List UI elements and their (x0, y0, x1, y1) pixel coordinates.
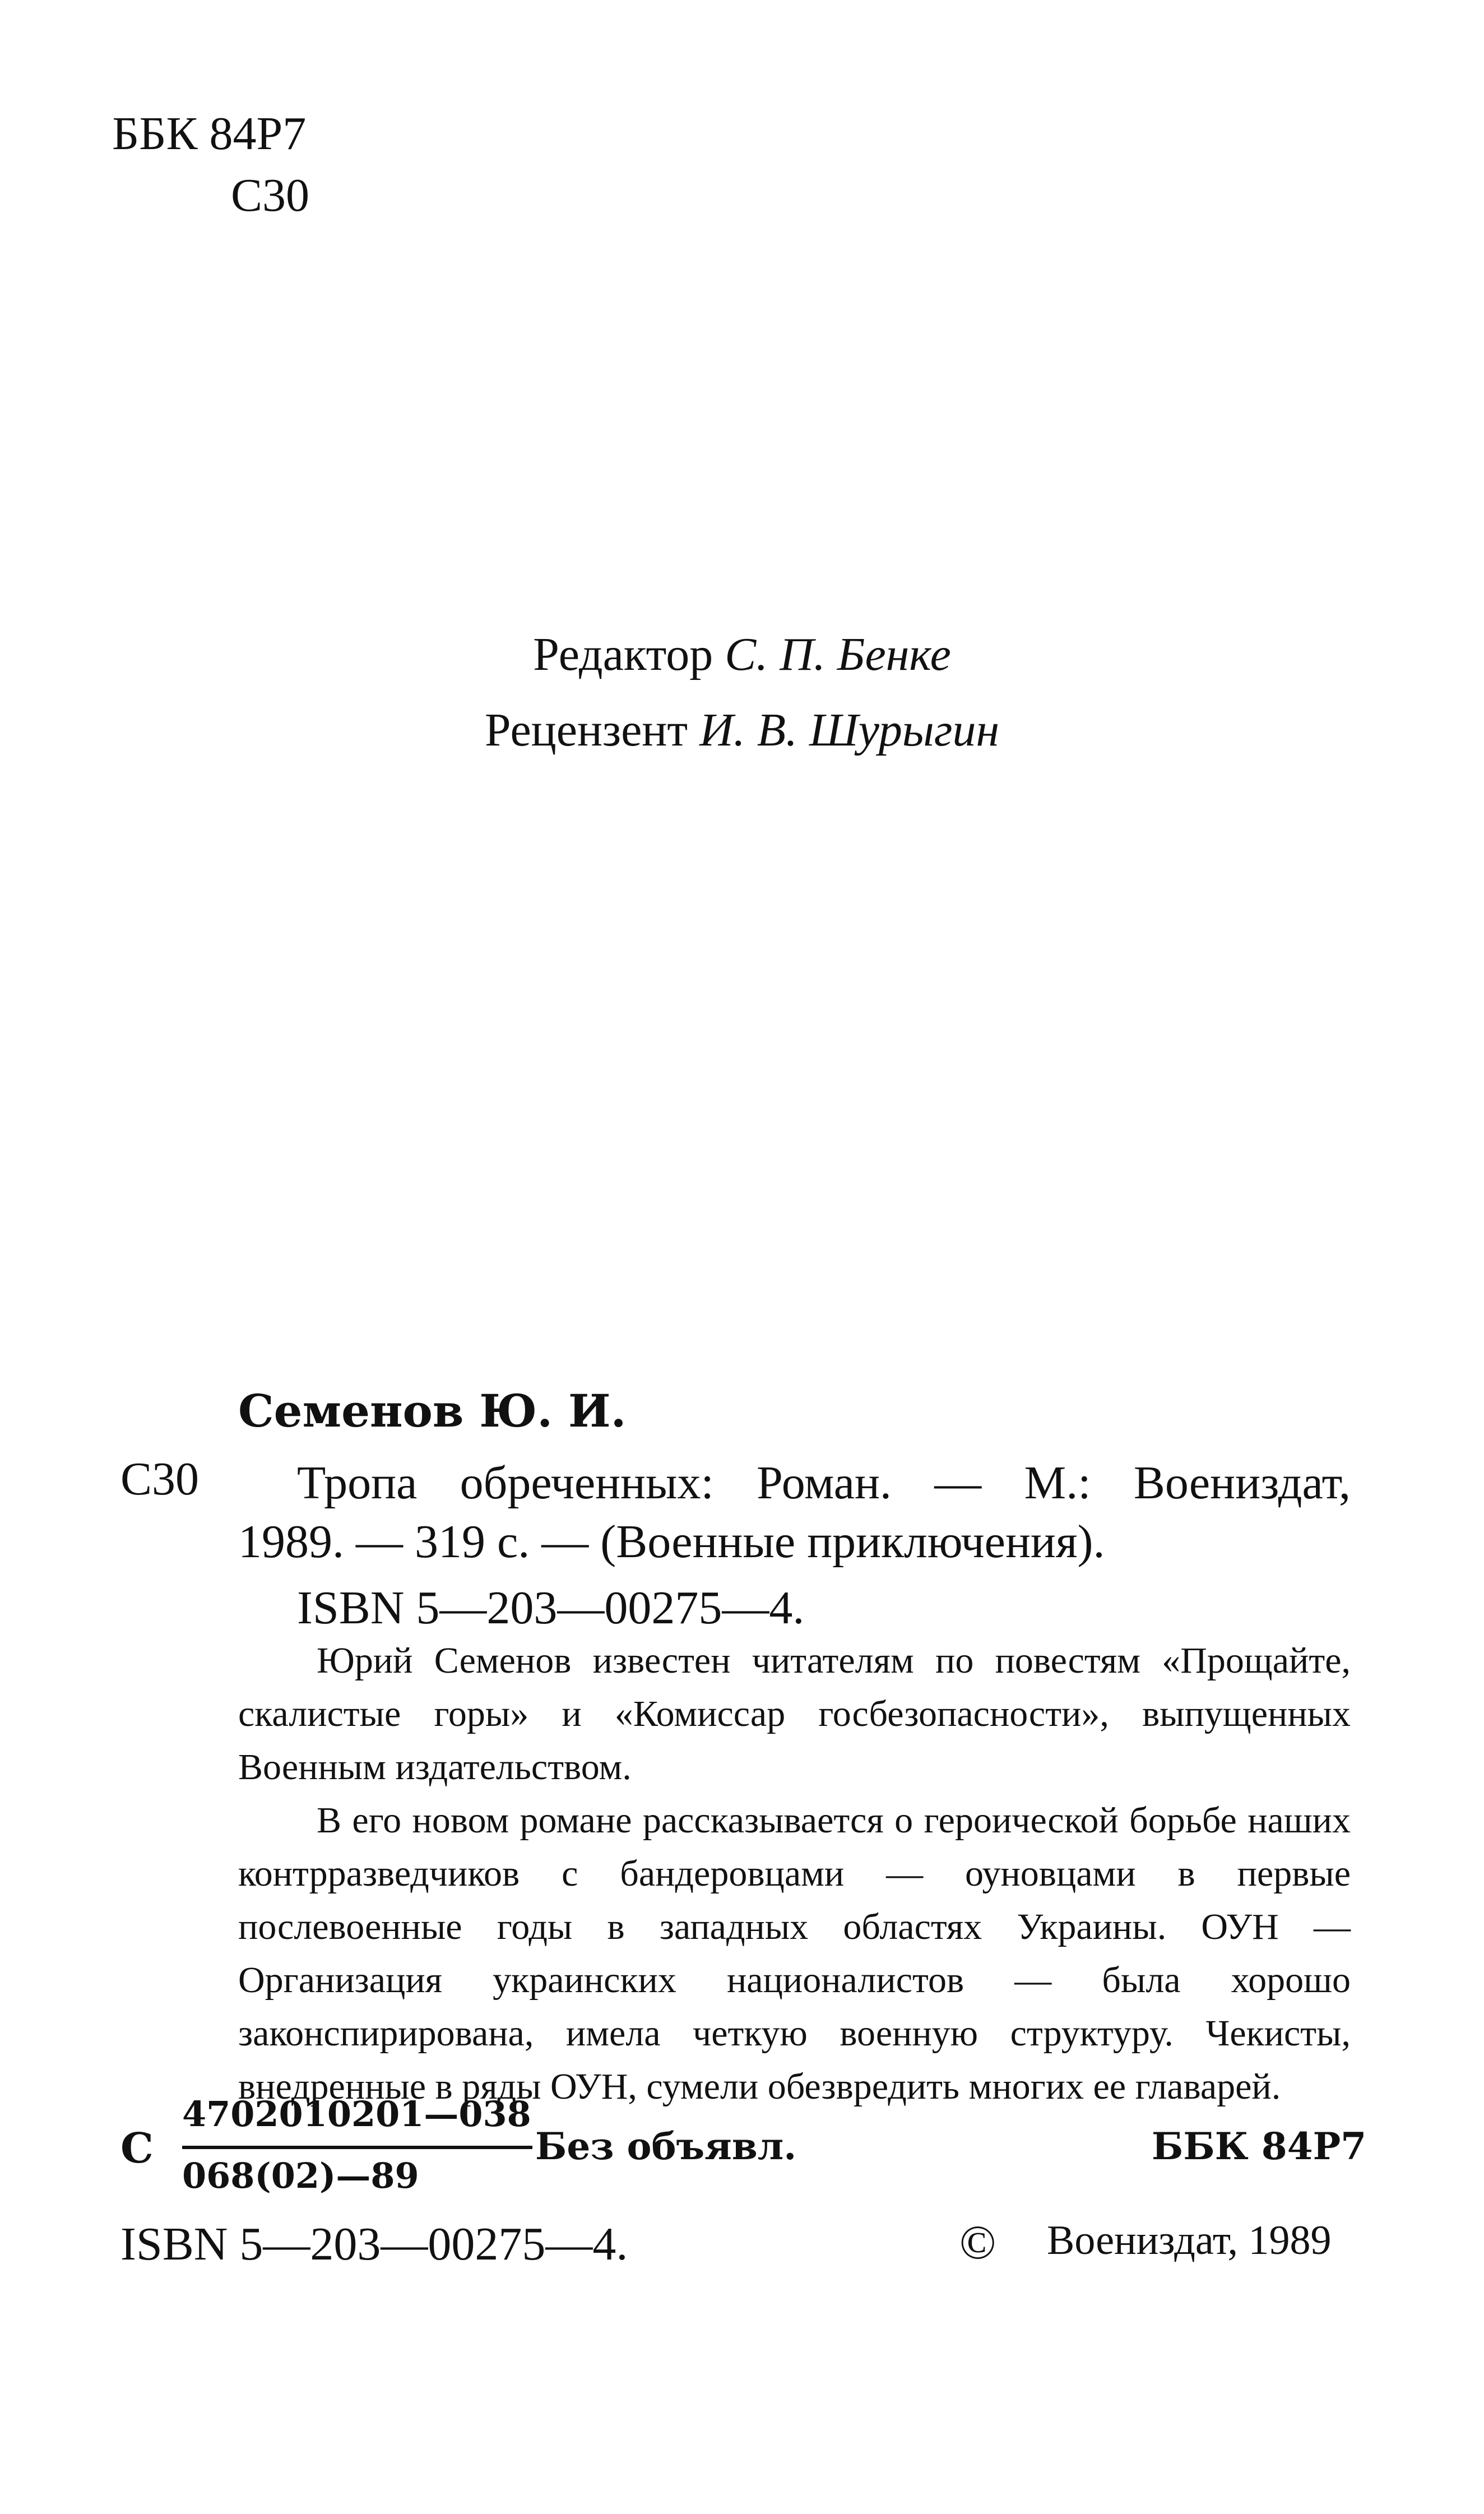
annotation-paragraph-2: В его новом романе рассказывается о героической борьбе наших контрразведчиков с бандеровцами — оуновцами в первые послевоенные годы в западных областях Украины. ОУН — Организация украинских националистов — была хорошо законспирирована, имела четкую военную структуру. Чекисты, внедренные в ряды ОУН, сумели обезвредить многих ее главарей. (238, 1800, 1351, 2107)
annotation-paragraph-1: Юрий Семенов известен читателям по повестям «Прощайте, скалистые горы» и «Комиссар госбезопасности», выпущенных Военным издательством. (238, 1640, 1351, 1788)
isbn-bottom: ISBN 5—203—00275—4. (120, 2218, 628, 2270)
index-numerator: 4702010201—038 (182, 2094, 531, 2135)
annotation (238, 1634, 1351, 2113)
catalog-author: Семенов Ю. И. (238, 1385, 627, 1437)
catalog-isbn: ISBN 5—203—00275—4. (297, 1582, 805, 1634)
index-letter: С (120, 2124, 154, 2173)
reviewer-role: Рецензент (484, 704, 688, 756)
bbk-code-top: ББК 84Р7 (112, 108, 307, 160)
index-denominator: 068(02)—89 (182, 2155, 419, 2196)
editor-name: С. П. Бенке (725, 628, 951, 680)
no-ad-label: Без объявл. (535, 2124, 797, 2168)
copyright-text: Воениздат, 1989 (1047, 2217, 1332, 2263)
catalog-imprint-line: 1989. — 319 с. — (Военные приключения). (238, 1516, 1105, 1568)
author-code-top: С30 (231, 169, 310, 221)
editor-line (0, 617, 1484, 692)
reviewer-name: И. В. Шурыгин (699, 704, 1000, 756)
catalog-code: С30 (120, 1453, 200, 1505)
catalog-title-line: Тропа обреченных: Роман. — М.: Воениздат, (297, 1457, 1351, 1509)
credits (0, 617, 1484, 768)
copyright-icon: © (959, 2215, 996, 2269)
bbk-code-bottom: ББК 84Р7 (1152, 2124, 1367, 2168)
editor-role: Редактор (533, 628, 713, 680)
fraction-line (182, 2146, 532, 2149)
reviewer-line (0, 692, 1484, 768)
